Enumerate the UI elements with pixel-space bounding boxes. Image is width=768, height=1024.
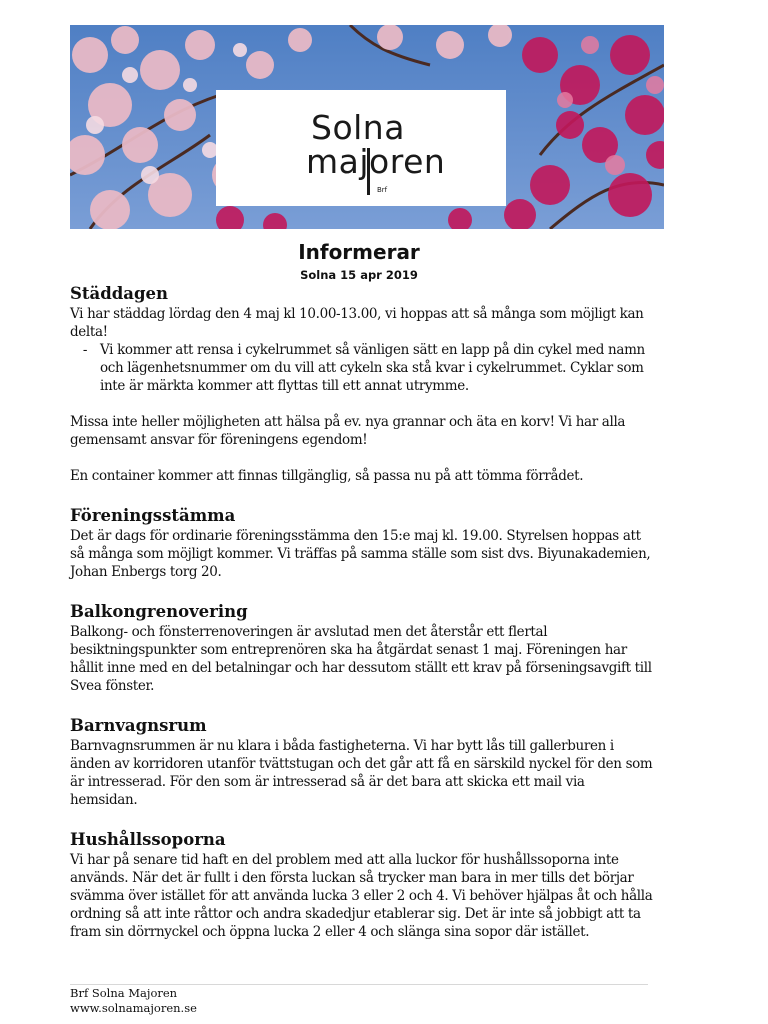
section-heading-foreningsstamma: Föreningsstämma bbox=[70, 506, 236, 525]
footer-website: www.solnamajoren.se bbox=[70, 1001, 197, 1015]
section-heading-balkongrenovering: Balkongrenovering bbox=[70, 602, 248, 621]
bullet-dash: - bbox=[82, 342, 88, 358]
barnvagnsrum-paragraph: Barnvagnsrummen är nu klara i båda fastigheterna. Vi har bytt lås till gallerburen i änden av korridoren utanför tvättstugan och det går att få en särskild nyckel för den som är intresserad. För den som är intresserad så är det bara att skicka ett mail via hemsidan. bbox=[70, 738, 653, 808]
staddagen-intro: Vi har städdag lördag den 4 maj kl 10.00-13.00, vi hoppas att så många som möjligt kan delta! bbox=[70, 306, 644, 340]
section-heading-staddagen: Städdagen bbox=[70, 284, 169, 303]
footer-org-name: Brf Solna Majoren bbox=[70, 986, 178, 1000]
newsletter-body bbox=[70, 283, 655, 941]
staddagen-paragraph-2: Missa inte heller möjligheten att hälsa på ev. nya grannar och äta en korv! Vi har alla gemensamt ansvar för föreningens egendom! bbox=[70, 414, 626, 448]
bullet-text: Vi kommer att rensa i cykelrummet så vänligen sätt en lapp på din cykel med namn och lägenhetsnummer om du vill att cykeln ska stå kvar i cykelrummet. Cyklar som inte är märkta kommer att flyttas till ett annat utrymme. bbox=[100, 342, 645, 394]
page-date: Solna 15 apr 2019 bbox=[300, 268, 418, 282]
logo bbox=[216, 90, 506, 206]
logo-text-brf: Brf bbox=[377, 186, 388, 194]
section-heading-barnvagnsrum: Barnvagnsrum bbox=[70, 716, 207, 735]
staddagen-bullet bbox=[70, 341, 655, 395]
section-heading-hushallssoporna: Hushållssoporna bbox=[70, 830, 226, 849]
footer-divider bbox=[70, 984, 648, 985]
header-banner bbox=[70, 25, 664, 229]
page-title: Informerar bbox=[298, 240, 420, 264]
logo-text-majoren: majoren bbox=[306, 142, 446, 181]
hushallssoporna-paragraph: Vi har på senare tid haft en del problem med att alla luckor för hushållssoporna inte används. När det är fullt i den första luckan så trycker man bara in mer tills det börjar svämma över istället för att använda lucka 3 eller 2 och 4. Vi behöver hjälpas åt och hålla ordning så att inte råttor och andra skadedjur etablerar sig. Det är inte så jobbigt att ta fram sin dörrnyckel och öppna lucka 2 eller 4 och slänga sina sopor där istället. bbox=[70, 852, 653, 940]
balkongrenovering-paragraph: Balkong- och fönsterrenoveringen är avslutad men det återstår ett flertal besiktningspunkter som entreprenören ska ha åtgärdat senast 1 maj. Föreningen har hållit inne med en del betalningar och har dessutom ställt ett krav på förseningsavgift till Svea fönster. bbox=[70, 624, 652, 694]
footer bbox=[70, 986, 197, 1016]
staddagen-paragraph-3: En container kommer att finnas tillgänglig, så passa nu på att tömma förrådet. bbox=[70, 468, 584, 484]
logo-text-solna: Solna bbox=[311, 108, 405, 147]
foreningsstamma-paragraph: Det är dags för ordinarie föreningsstämma den 15:e maj kl. 19.00. Styrelsen hoppas att så många som möjligt kommer. Vi träffas på samma ställe som sist dvs. Biyunakademien, Johan Enbergs torg 20. bbox=[70, 528, 651, 580]
